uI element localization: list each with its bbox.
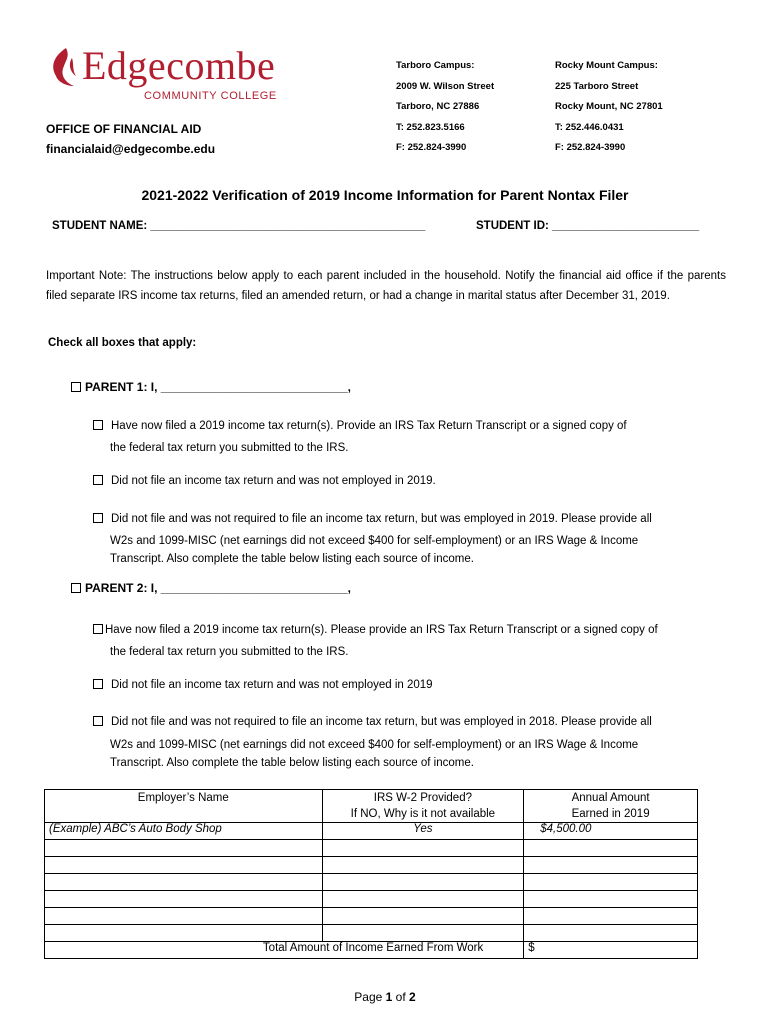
- flame-icon: [44, 46, 84, 92]
- option-text-cont: W2s and 1099-MISC (net earnings did not exceed $400 for self-employment) or an IRS Wage & Income: [110, 739, 639, 751]
- page-number: 1: [385, 990, 393, 1004]
- table-row[interactable]: [45, 925, 698, 942]
- campus-phone: T: 252.823.5166: [396, 121, 465, 133]
- table-cell[interactable]: [322, 908, 524, 925]
- table-cell[interactable]: [524, 857, 698, 874]
- option-text: Did not file an income tax return and was not employed in 2019.: [111, 475, 436, 487]
- parent1-checkbox[interactable]: [71, 382, 81, 392]
- checkbox[interactable]: [93, 513, 103, 523]
- table-row[interactable]: [45, 840, 698, 857]
- campus-name: Rocky Mount Campus:: [555, 60, 658, 71]
- parent1-option-employed: [93, 509, 652, 529]
- campus-phone: T: 252.446.0431: [555, 121, 624, 133]
- page-total: 2: [409, 990, 416, 1004]
- student-name-field[interactable]: STUDENT NAME: ___________________________________________: [52, 220, 426, 232]
- table-row-example: [45, 823, 698, 840]
- page-label: Page: [354, 990, 386, 1004]
- header-w2: IRS W-2 Provided? If NO, Why is it not available: [322, 790, 524, 823]
- header-amount: Annual Amount Earned in 2019: [524, 790, 698, 823]
- document-title: 2021-2022 Verification of 2019 Income Information for Parent Nontax Filer: [141, 187, 629, 203]
- office-email: financialaid@edgecombe.edu: [46, 142, 216, 156]
- parent2-option-not-employed: [93, 675, 433, 695]
- table-cell[interactable]: [524, 840, 698, 857]
- student-id-field[interactable]: STUDENT ID: _______________________: [476, 220, 700, 232]
- table-cell[interactable]: [524, 925, 698, 942]
- table-cell[interactable]: [45, 891, 323, 908]
- parent1-option-filed: [93, 416, 627, 436]
- office-block: [46, 119, 215, 159]
- income-table: [44, 789, 698, 959]
- option-text: Did not file and was not required to file an income tax return, but was employed in 2018. Please provide all: [111, 716, 652, 728]
- campus-fax: F: 252.824-3990: [555, 142, 626, 153]
- option-text-cont: the federal tax return you submitted to the IRS.: [110, 442, 349, 454]
- header-employer: Employer’s Name: [45, 790, 323, 823]
- check-all-instruction: Check all boxes that apply:: [48, 337, 197, 349]
- parent2-checkbox[interactable]: [71, 583, 81, 593]
- table-total-row: [45, 942, 698, 959]
- table-cell[interactable]: [322, 874, 524, 891]
- parent2-option-employed: [93, 712, 652, 732]
- option-text-cont: Transcript. Also complete the table below listing each source of income.: [110, 757, 474, 769]
- table-cell[interactable]: [45, 874, 323, 891]
- campus-name: Tarboro Campus:: [396, 60, 475, 71]
- table-row[interactable]: [45, 857, 698, 874]
- checkbox[interactable]: [93, 475, 103, 485]
- table-cell: Yes: [322, 823, 524, 840]
- parent2-label[interactable]: PARENT 2: I, ____________________________,: [85, 581, 351, 595]
- campus-fax: F: 252.824-3990: [396, 142, 467, 153]
- college-logo: [44, 44, 284, 108]
- rocky-mount-campus: [555, 56, 663, 159]
- option-text-cont: the federal tax return you submitted to the IRS.: [110, 646, 349, 658]
- table-cell[interactable]: [45, 840, 323, 857]
- campus-city: Tarboro, NC 27886: [396, 101, 480, 112]
- checkbox[interactable]: [93, 420, 103, 430]
- parent1-label[interactable]: PARENT 1: I, ____________________________,: [85, 380, 351, 394]
- table-cell[interactable]: [45, 908, 323, 925]
- total-label: Total Amount of Income Earned From Work: [45, 942, 524, 959]
- table-cell[interactable]: [45, 857, 323, 874]
- option-text: Did not file an income tax return and was not employed in 2019: [111, 679, 433, 691]
- table-cell: (Example) ABC’s Auto Body Shop: [45, 823, 323, 840]
- table-cell[interactable]: [322, 925, 524, 942]
- total-value[interactable]: $: [524, 942, 698, 959]
- table-row[interactable]: [45, 874, 698, 891]
- checkbox[interactable]: [93, 716, 103, 726]
- table-cell[interactable]: [524, 908, 698, 925]
- option-text: Have now filed a 2019 income tax return(s). Please provide an IRS Tax Return Transcript or a signed copy of: [105, 624, 658, 636]
- table-row[interactable]: [45, 891, 698, 908]
- parent2-option-filed: [93, 620, 658, 640]
- option-text-cont: Transcript. Also complete the table below listing each source of income.: [110, 553, 474, 565]
- table-cell[interactable]: [45, 925, 323, 942]
- table-header-row: [45, 790, 698, 823]
- important-note: Important Note: The instructions below apply to each parent included in the household. Notify the financial aid office if the parents filed separate IRS income tax returns, filed an amended return, or had a change in marital status after December 31, 2019.: [46, 270, 726, 302]
- option-text: Have now filed a 2019 income tax return(s). Provide an IRS Tax Return Transcript or a signed copy of: [111, 420, 627, 432]
- campus-street: 225 Tarboro Street: [555, 80, 639, 92]
- campus-street: 2009 W. Wilson Street: [396, 80, 495, 92]
- table-cell[interactable]: [524, 874, 698, 891]
- office-title: OFFICE OF FINANCIAL AID: [46, 122, 202, 136]
- table-cell: $4,500.00: [524, 823, 698, 840]
- parent1-header: [71, 380, 351, 394]
- campus-city: Rocky Mount, NC 27801: [555, 101, 663, 112]
- page-footer: [0, 990, 770, 1004]
- table-cell[interactable]: [322, 857, 524, 874]
- table-cell[interactable]: [322, 840, 524, 857]
- logo-subtitle: COMMUNITY COLLEGE: [144, 90, 277, 102]
- checkbox[interactable]: [93, 679, 103, 689]
- tarboro-campus: [396, 56, 494, 159]
- checkbox[interactable]: [93, 624, 103, 634]
- option-text: Did not file and was not required to file an income tax return, but was employed in 2019. Please provide all: [111, 513, 652, 525]
- parent2-header: [71, 581, 351, 595]
- table-row[interactable]: [45, 908, 698, 925]
- logo-name: Edgecombe: [82, 43, 276, 88]
- table-cell[interactable]: [524, 891, 698, 908]
- page-of: of: [392, 990, 410, 1004]
- table-cell[interactable]: [322, 891, 524, 908]
- option-text-cont: W2s and 1099-MISC (net earnings did not exceed $400 for self-employment) or an IRS Wage & Income: [110, 535, 639, 547]
- parent1-option-not-employed: [93, 471, 436, 491]
